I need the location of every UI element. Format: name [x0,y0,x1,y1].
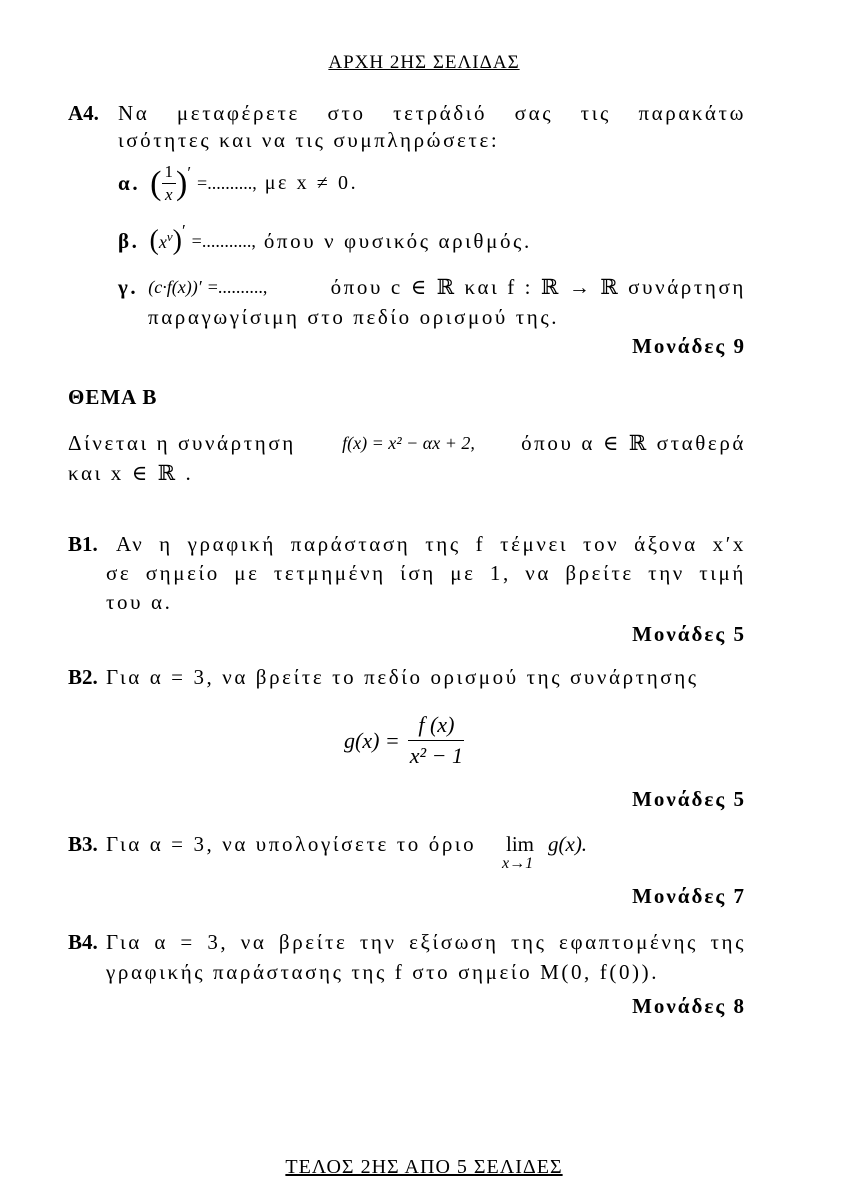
limit-word: lim [506,832,535,856]
item-label: α. [118,171,141,195]
b1-line1: Αν η γραφική παράσταση της f τέμνει τον άξονα x′x [116,532,746,556]
item-label: γ. [118,275,139,299]
a4-intro-line1: Να μεταφέρετε στο τετράδιό σας τις παρακάτω [118,101,746,125]
theme-b-title: ΘΕΜΑ Β [68,385,158,409]
g-formula [344,712,467,769]
b1-line2: σε σημείο με τετμημένη ίση με 1, να βρείτε την τιμή [106,561,746,585]
g-fraction [406,712,467,769]
blank: =..........., [191,230,256,251]
b4-line1: Για α = 3, να βρείτε την εξίσωση της εφαπτομένης της [106,930,746,954]
condition-line1: όπου c ∈ ℝ και f : ℝ → ℝ συνάρτηση [330,275,746,299]
b4-line2: γραφικής παράστασης της f στο σημείο Μ(0, f(0)). [106,960,660,984]
b3-label: Β3. [68,832,98,856]
theme-b-intro-line2: και x ∈ ℝ . [68,461,194,485]
condition: όπου ν φυσικός αριθμός. [263,228,532,253]
b1-line3: του α. [106,590,173,614]
a4-item-gamma-line2: παραγωγίσιμη στο πεδίο ορισμού της. [148,305,560,329]
blank: =.........., [207,277,268,297]
a4-label: Α4. [68,101,99,125]
b2-label: Β2. [68,665,98,689]
limit-function: g(x). [548,832,588,856]
g-lhs: g(x) = [344,727,400,753]
b1-points: Μονάδες 5 [632,622,746,646]
condition: με x ≠ 0. [264,172,359,194]
b3-points: Μονάδες 7 [632,884,746,908]
intro-text-a: Δίνεται η συνάρτηση [68,431,296,455]
g-denominator: x² − 1 [409,743,463,768]
one-over-x-fraction: $\frac{1}{x}$ [162,162,177,205]
theme-b-intro-line1 [68,431,746,456]
a4-intro-line2: ισότητες και να τις συμπληρώσετε: [118,128,500,152]
page-header: ΑΡΧΗ 2ΗΣ ΣΕΛΙΔΑΣ [328,52,520,73]
a4-item-beta: β. ( $x^\nu$ ) ′ =..........., όπου ν φυσικός αριθμός. [118,221,532,256]
a4-item-gamma: γ. (c·f(x))′ =.........., όπου c ∈ ℝ και f : ℝ → ℝ συνάρτηση [118,275,746,299]
item-label: β. [118,228,140,253]
g-numerator: f (x) [408,712,464,741]
b2-points: Μονάδες 5 [632,787,746,811]
a4-item-alpha: α. ( $\frac{1}{x}$ ) ′ =.........., με x ≠ 0. [118,162,359,204]
a4-points: Μονάδες 9 [632,334,746,358]
limit-subscript: x→1 [502,855,534,872]
blank: =.........., [197,173,257,193]
intro-text-b: όπου α ∈ ℝ σταθερά [521,431,746,455]
page-footer: ΤΕΛΟΣ 2ΗΣ ΑΠΟ 5 ΣΕΛΙΔΕΣ [285,1156,563,1178]
function-definition: f(x) = x² − αx + 2, [342,433,475,453]
b4-label: Β4. [68,930,98,954]
b3-line1: Για α = 3, να υπολογίσετε το όριο [106,832,477,856]
b4-points: Μονάδες 8 [632,994,746,1018]
b2-line1: Για α = 3, να βρείτε το πεδίο ορισμού της συνάρτησης [106,665,699,689]
b1-label: Β1. [68,532,98,556]
